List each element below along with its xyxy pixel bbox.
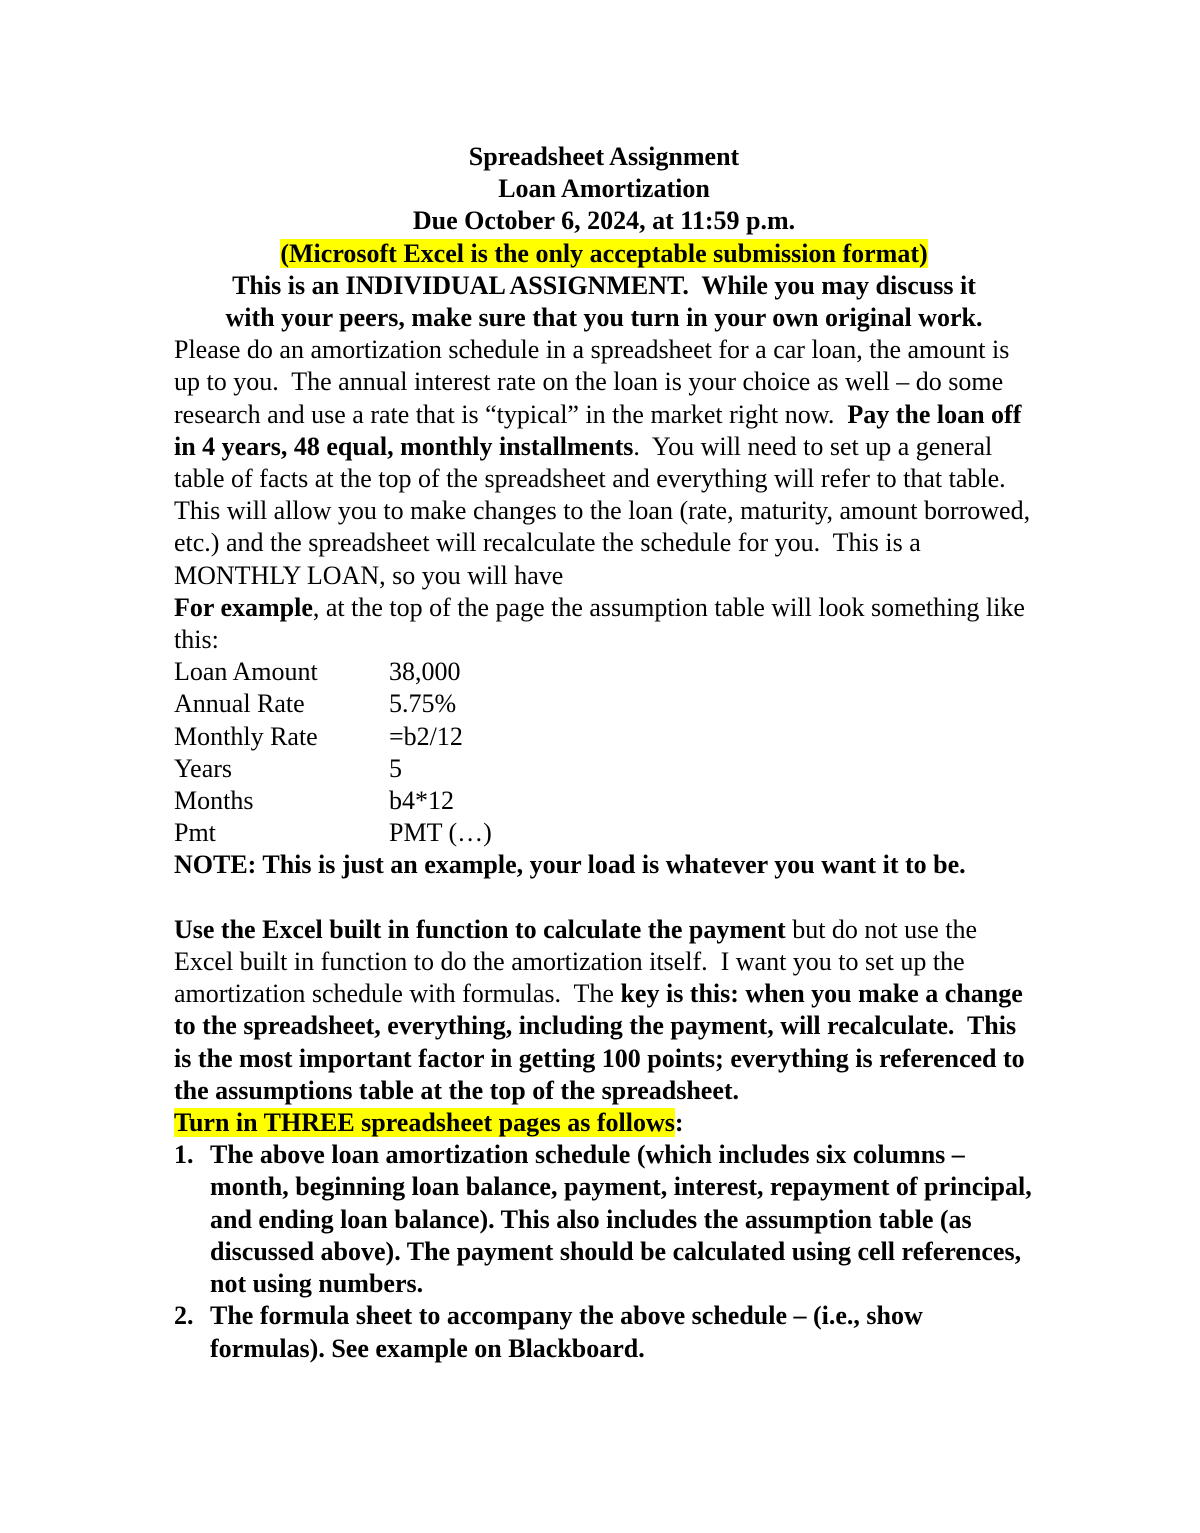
intro-text-c: . You will need to set up a general table of facts at the top of the spreadsheet and everything will refer to that table. This will allow you to make changes to the loan (rate, maturity, amount borrowed, etc.) and the spreadsheet will recalculate the schedule for you. This is a MONTHLY LOAN, so you will have bbox=[174, 431, 1037, 590]
individual-notice-line2: with your peers, make sure that you turn in your own original work. bbox=[225, 303, 983, 333]
assumption-value: =b2/12 bbox=[389, 721, 463, 751]
turn-in-colon: : bbox=[674, 1108, 684, 1138]
assumption-value: b4*12 bbox=[389, 786, 454, 816]
turn-in-heading bbox=[174, 1107, 1034, 1139]
intro-paragraph bbox=[174, 334, 1037, 592]
list-item bbox=[174, 1300, 1034, 1364]
example-bold: For example bbox=[174, 592, 313, 622]
list-item-text: The formula sheet to accompany the above schedule – (i.e., show formulas). See example on Blackboard. bbox=[210, 1301, 923, 1363]
assumption-value: PMT (…) bbox=[389, 818, 492, 848]
example-note: NOTE: This is just an example, your load is whatever you want it to be. bbox=[174, 850, 966, 880]
assignment-document bbox=[174, 141, 1037, 1365]
assumption-label: Months bbox=[174, 786, 254, 816]
assumption-label: Pmt bbox=[174, 818, 216, 848]
assumption-table bbox=[174, 656, 1034, 849]
format-note-line bbox=[174, 238, 1034, 270]
turn-in-label: Turn in THREE spreadsheet pages as follows bbox=[174, 1108, 675, 1138]
assumption-label: Annual Rate bbox=[174, 689, 305, 719]
due-date: Due October 6, 2024, at 11:59 p.m. bbox=[412, 206, 796, 236]
excel-text-b: but do not use the Excel built in function to do the amortization itself. I want you to set up the amortization schedule with formulas. The bbox=[174, 914, 984, 1009]
example-paragraph bbox=[174, 592, 1034, 656]
assumption-value: 5.75% bbox=[389, 689, 457, 719]
document-title: Spreadsheet Assignment bbox=[468, 142, 740, 171]
list-item-number: 1. bbox=[174, 1140, 194, 1170]
format-note: (Microsoft Excel is the only acceptable submission format) bbox=[280, 238, 928, 268]
assumption-value: 5 bbox=[389, 753, 402, 783]
excel-bold-a: Use the Excel built in function to calculate the payment bbox=[174, 914, 786, 944]
turn-in-list bbox=[174, 1139, 1034, 1364]
assumption-label: Years bbox=[174, 753, 233, 783]
intro-text-a: Please do an amortization schedule in a spreadsheet for a car loan, the amount is up to you. The annual interest rate on the loan is your choice as well – do some research and use a rate that is “typical” in the market right now. bbox=[174, 335, 1016, 429]
list-item-text: The above loan amortization schedule (which includes six columns – month, beginning loan balance, payment, interest, repayment of principal, and ending loan balance). This also includes the assumption table (as discussed above). The payment should be calculated using cell references, not using numbers. bbox=[210, 1140, 1032, 1299]
assumption-label: Loan Amount bbox=[174, 657, 318, 687]
list-item bbox=[174, 1139, 1034, 1300]
blank-line bbox=[174, 882, 1034, 914]
excel-paragraph bbox=[174, 914, 1034, 1107]
document-subtitle: Loan Amortization bbox=[498, 174, 710, 204]
list-item-number: 2. bbox=[174, 1301, 194, 1331]
intro-installments-bold: Pay the loan off in 4 years, 48 equal, monthly installments bbox=[174, 399, 1028, 461]
example-text: , at the top of the page the assumption table will look something like this: bbox=[174, 592, 1025, 655]
assumption-label: Monthly Rate bbox=[174, 721, 318, 751]
excel-key-bold: key is this: when you make a change to the spreadsheet, everything, including the payment, will recalculate. This is the most important factor in getting 100 points; everything is referenced to the assumptions table at the top of the spreadsheet. bbox=[174, 979, 1032, 1105]
individual-notice-line1: This is an INDIVIDUAL ASSIGNMENT. While you may discuss it bbox=[232, 270, 976, 300]
assumption-value: 38,000 bbox=[389, 657, 461, 687]
